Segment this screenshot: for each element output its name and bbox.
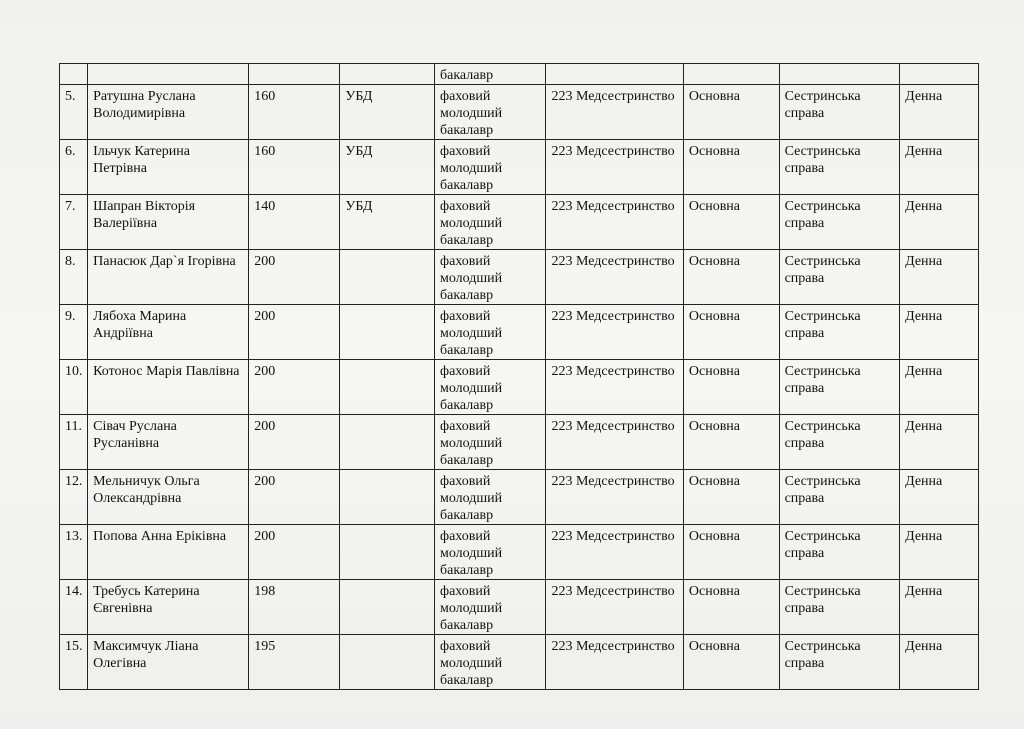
cell-level: фаховий молодший бакалавр (435, 305, 546, 360)
cell-level: фаховий молодший бакалавр (435, 580, 546, 635)
table-row (60, 305, 979, 360)
cell-form: Денна (900, 635, 979, 690)
cell-score (249, 64, 340, 85)
cell-score: 198 (249, 580, 340, 635)
cell-level: бакалавр (435, 64, 546, 85)
cell-level: фаховий молодший бакалавр (435, 470, 546, 525)
cell-name: Максимчук Ліана Олегівна (88, 635, 249, 690)
cell-name: Лябоха Марина Андріївна (88, 305, 249, 360)
cell-num: 10. (60, 360, 88, 415)
cell-privilege: УБД (340, 140, 435, 195)
cell-specialty: 223 Медсестринство (546, 85, 683, 140)
cell-level: фаховий молодший бакалавр (435, 525, 546, 580)
cell-score: 200 (249, 250, 340, 305)
cell-program: Сестринська справа (779, 305, 900, 360)
table-row (60, 525, 979, 580)
cell-name (88, 64, 249, 85)
cell-specialty: 223 Медсестринство (546, 580, 683, 635)
cell-specialty: 223 Медсестринство (546, 415, 683, 470)
cell-score: 200 (249, 415, 340, 470)
cell-form: Денна (900, 415, 979, 470)
cell-form (900, 64, 979, 85)
cell-program: Сестринська справа (779, 360, 900, 415)
table-row (60, 470, 979, 525)
cell-basis: Основна (683, 525, 779, 580)
cell-specialty (546, 64, 683, 85)
cell-program: Сестринська справа (779, 470, 900, 525)
cell-privilege (340, 305, 435, 360)
table-row (60, 635, 979, 690)
cell-privilege: УБД (340, 85, 435, 140)
cell-score: 200 (249, 305, 340, 360)
table-row (60, 250, 979, 305)
cell-program: Сестринська справа (779, 85, 900, 140)
cell-level: фаховий молодший бакалавр (435, 195, 546, 250)
cell-program: Сестринська справа (779, 580, 900, 635)
cell-program (779, 64, 900, 85)
cell-basis: Основна (683, 195, 779, 250)
cell-privilege (340, 635, 435, 690)
cell-program: Сестринська справа (779, 250, 900, 305)
cell-level: фаховий молодший бакалавр (435, 360, 546, 415)
cell-form: Денна (900, 305, 979, 360)
cell-privilege (340, 360, 435, 415)
cell-name: Ратушна Руслана Володимирівна (88, 85, 249, 140)
cell-name: Панасюк Дар`я Ігорівна (88, 250, 249, 305)
cell-level: фаховий молодший бакалавр (435, 635, 546, 690)
applicants-table (59, 63, 979, 690)
cell-score: 160 (249, 140, 340, 195)
cell-num: 5. (60, 85, 88, 140)
cell-privilege (340, 470, 435, 525)
cell-basis: Основна (683, 140, 779, 195)
cell-form: Денна (900, 195, 979, 250)
cell-specialty: 223 Медсестринство (546, 140, 683, 195)
cell-program: Сестринська справа (779, 415, 900, 470)
cell-program: Сестринська справа (779, 195, 900, 250)
cell-privilege (340, 250, 435, 305)
cell-program: Сестринська справа (779, 525, 900, 580)
cell-form: Денна (900, 140, 979, 195)
cell-score: 200 (249, 470, 340, 525)
cell-form: Денна (900, 250, 979, 305)
cell-num: 9. (60, 305, 88, 360)
cell-privilege (340, 525, 435, 580)
cell-specialty: 223 Медсестринство (546, 525, 683, 580)
cell-program: Сестринська справа (779, 140, 900, 195)
cell-basis: Основна (683, 85, 779, 140)
cell-basis: Основна (683, 635, 779, 690)
table-row (60, 85, 979, 140)
cell-num: 8. (60, 250, 88, 305)
cell-num: 6. (60, 140, 88, 195)
cell-privilege (340, 580, 435, 635)
cell-name: Попова Анна Еріківна (88, 525, 249, 580)
cell-form: Денна (900, 580, 979, 635)
cell-num: 14. (60, 580, 88, 635)
cell-privilege (340, 64, 435, 85)
cell-num: 7. (60, 195, 88, 250)
cell-num: 11. (60, 415, 88, 470)
cell-specialty: 223 Медсестринство (546, 635, 683, 690)
cell-level: фаховий молодший бакалавр (435, 415, 546, 470)
cell-basis: Основна (683, 580, 779, 635)
cell-score: 195 (249, 635, 340, 690)
cell-basis: Основна (683, 305, 779, 360)
cell-level: фаховий молодший бакалавр (435, 85, 546, 140)
cell-num: 15. (60, 635, 88, 690)
cell-specialty: 223 Медсестринство (546, 195, 683, 250)
cell-form: Денна (900, 470, 979, 525)
cell-basis (683, 64, 779, 85)
cell-score: 200 (249, 525, 340, 580)
cell-form: Денна (900, 85, 979, 140)
cell-name: Требусь Катерина Євгенівна (88, 580, 249, 635)
cell-name: Мельничук Ольга Олександрівна (88, 470, 249, 525)
cell-num: 12. (60, 470, 88, 525)
cell-form: Денна (900, 360, 979, 415)
cell-name: Ільчук Катерина Петрівна (88, 140, 249, 195)
cell-score: 200 (249, 360, 340, 415)
table-row (60, 195, 979, 250)
cell-level: фаховий молодший бакалавр (435, 250, 546, 305)
cell-privilege (340, 415, 435, 470)
cell-name: Шапран Вікторія Валеріївна (88, 195, 249, 250)
cell-specialty: 223 Медсестринство (546, 250, 683, 305)
cell-num (60, 64, 88, 85)
cell-privilege: УБД (340, 195, 435, 250)
cell-name: Сівач Руслана Русланівна (88, 415, 249, 470)
cell-specialty: 223 Медсестринство (546, 360, 683, 415)
cell-program: Сестринська справа (779, 635, 900, 690)
cell-basis: Основна (683, 360, 779, 415)
cell-form: Денна (900, 525, 979, 580)
cell-level: фаховий молодший бакалавр (435, 140, 546, 195)
cell-score: 160 (249, 85, 340, 140)
table-row (60, 360, 979, 415)
cell-score: 140 (249, 195, 340, 250)
table-row (60, 580, 979, 635)
table-row (60, 415, 979, 470)
cell-basis: Основна (683, 250, 779, 305)
cell-specialty: 223 Медсестринство (546, 470, 683, 525)
table-row (60, 140, 979, 195)
cell-basis: Основна (683, 415, 779, 470)
cell-num: 13. (60, 525, 88, 580)
cell-specialty: 223 Медсестринство (546, 305, 683, 360)
continuation-row (60, 64, 979, 85)
cell-basis: Основна (683, 470, 779, 525)
cell-name: Котонос Марія Павлівна (88, 360, 249, 415)
